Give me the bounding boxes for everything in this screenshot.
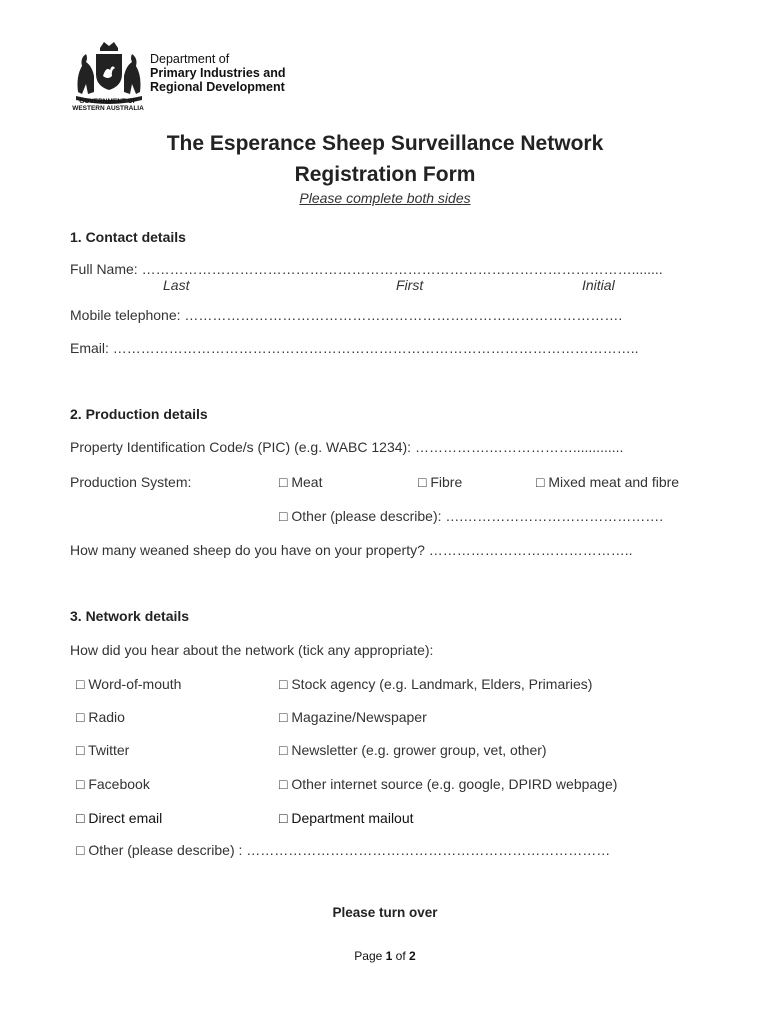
source-newsletter-checkbox[interactable]: □ Newsletter (e.g. grower group, vet, other) — [279, 742, 547, 758]
section-network-heading: 3. Network details — [70, 608, 190, 624]
initial-sublabel: Initial — [582, 277, 615, 293]
source-internet-checkbox[interactable]: □ Other internet source (e.g. google, DPIRD webpage) — [279, 776, 618, 792]
source-radio-checkbox[interactable]: □ Radio — [76, 709, 125, 725]
source-department-mailout-checkbox[interactable]: □ Department mailout — [279, 810, 414, 826]
please-turn-over: Please turn over — [332, 905, 438, 920]
mobile-telephone-field[interactable]: Mobile telephone: …………………………………………………………………………………. — [70, 307, 623, 323]
source-direct-email-checkbox[interactable]: □ Direct email — [76, 810, 163, 826]
government-label: GOVERNMENT OF WESTERN AUSTRALIA — [72, 98, 144, 112]
weaned-sheep-field[interactable]: How many weaned sheep do you have on your property? …………………………………….. — [70, 542, 633, 558]
full-name-field[interactable]: Full Name: ……………………………………………………………………………………………........ — [70, 261, 663, 277]
source-twitter-checkbox[interactable]: □ Twitter — [76, 742, 130, 758]
production-fibre-checkbox[interactable]: □ Fibre — [418, 474, 463, 490]
production-system-label: Production System: — [70, 474, 192, 490]
form-subtitle: Please complete both sides — [299, 190, 471, 206]
department-name: Department of Primary Industries and Regional Development — [150, 52, 286, 94]
source-other-checkbox[interactable]: □ Other (please describe) : …………………………………………………………………… — [76, 842, 611, 858]
source-stock-agency-checkbox[interactable]: □ Stock agency (e.g. Landmark, Elders, Primaries) — [279, 676, 593, 692]
production-other-checkbox[interactable]: □ Other (please describe): ….……………………………………. — [279, 508, 664, 524]
email-field[interactable]: Email: ………………………………………………………………………………………………….. — [70, 340, 639, 356]
page-number: Page 1 of 2 — [354, 949, 416, 963]
production-meat-checkbox[interactable]: □ Meat — [279, 474, 323, 490]
pic-field[interactable]: Property Identification Code/s (PIC) (e.g. WABC 1234): …………….………………............. — [70, 439, 624, 455]
network-question: How did you hear about the network (tick any appropriate): — [70, 642, 434, 658]
section-production-heading: 2. Production details — [70, 406, 208, 422]
section-contact-heading: 1. Contact details — [70, 229, 186, 245]
first-name-sublabel: First — [396, 277, 424, 293]
form-title-line2: Registration Form — [294, 163, 476, 186]
source-word-of-mouth-checkbox[interactable]: □ Word-of-mouth — [76, 676, 182, 692]
source-magazine-checkbox[interactable]: □ Magazine/Newspaper — [279, 709, 427, 725]
production-mixed-checkbox[interactable]: □ Mixed meat and fibre — [536, 474, 680, 490]
form-title-line1: The Esperance Sheep Surveillance Network — [166, 132, 604, 155]
last-name-sublabel: Last — [163, 277, 190, 293]
source-facebook-checkbox[interactable]: □ Facebook — [76, 776, 150, 792]
